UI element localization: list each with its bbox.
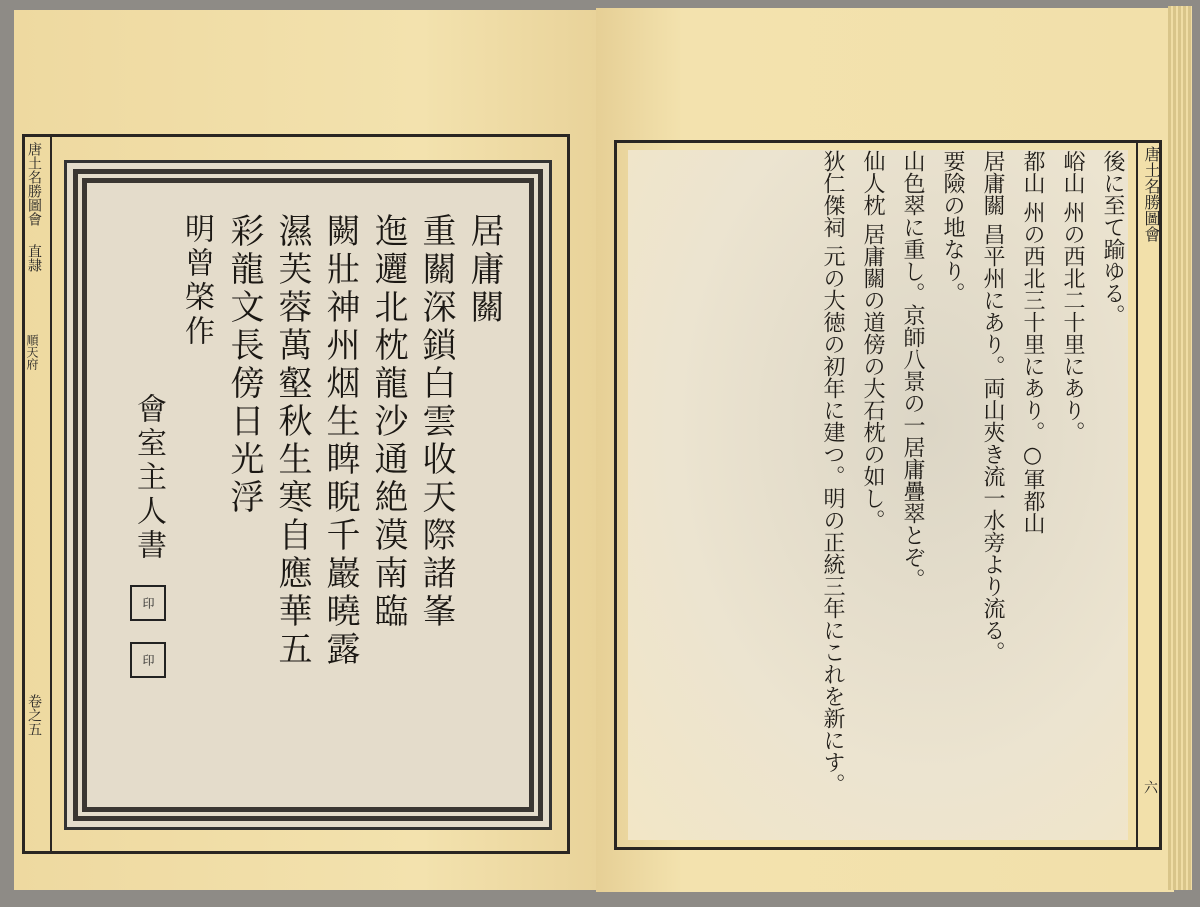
page-number: 六 — [1142, 780, 1158, 794]
text-column: 後に至て踰ゆる。 — [1100, 150, 1125, 326]
seal: 印 — [130, 642, 166, 678]
text-column: 要險の地なり。 — [940, 150, 965, 304]
left-margin-column — [22, 134, 52, 854]
poem-line: 迤邐北枕龍沙通絶漠南臨 — [368, 213, 408, 631]
book-title: 唐土名勝圖會 — [1142, 146, 1161, 242]
poem — [121, 213, 505, 783]
section-label: 直隷 — [26, 244, 42, 272]
calligrapher-column — [127, 213, 169, 783]
volume-label: 卷之五 — [26, 694, 42, 736]
poem-line: 重關深鎖白雲收天際諸峯 — [416, 213, 456, 631]
calligrapher: 會室主人書 — [131, 393, 166, 563]
poem-line: 闕壯神州烟生睥睨千巖曉露 — [320, 213, 360, 669]
text-column: 居庸關 昌平州にあり。両山夾き流一水旁より流る。 — [980, 150, 1005, 663]
book-title: 唐土名勝圖會 — [26, 142, 42, 226]
poem-line: 彩龍文長傍日光浮 — [224, 213, 264, 517]
text-column: 仙人枕 居庸關の道傍の大石枕の如し。 — [860, 150, 885, 531]
right-margin-column — [1136, 140, 1164, 850]
poem-author: 明曾棨作 — [179, 213, 214, 349]
prefecture-label: 順天府 — [25, 334, 39, 370]
text-column: 峪山 州の西北二十里にあり。 — [1060, 150, 1085, 443]
text-column: 山色翠に重し。京師八景の一居庸疊翠とぞ。 — [900, 150, 925, 590]
body-text — [628, 150, 1128, 840]
poem-panel — [64, 160, 552, 830]
seal: 印 — [130, 585, 166, 621]
page-edges — [1168, 6, 1192, 890]
poem-title: 居庸關 — [464, 213, 504, 327]
text-column: 都山 州の西北三十里にあり。○軍都山 — [1020, 150, 1045, 534]
text-column: 狄仁傑祠 元の大徳の初年に建つ。明の正統三年にこれを新にす。 — [820, 150, 845, 795]
poem-line: 濕芙蓉萬壑秋生寒自應華五 — [272, 213, 312, 669]
